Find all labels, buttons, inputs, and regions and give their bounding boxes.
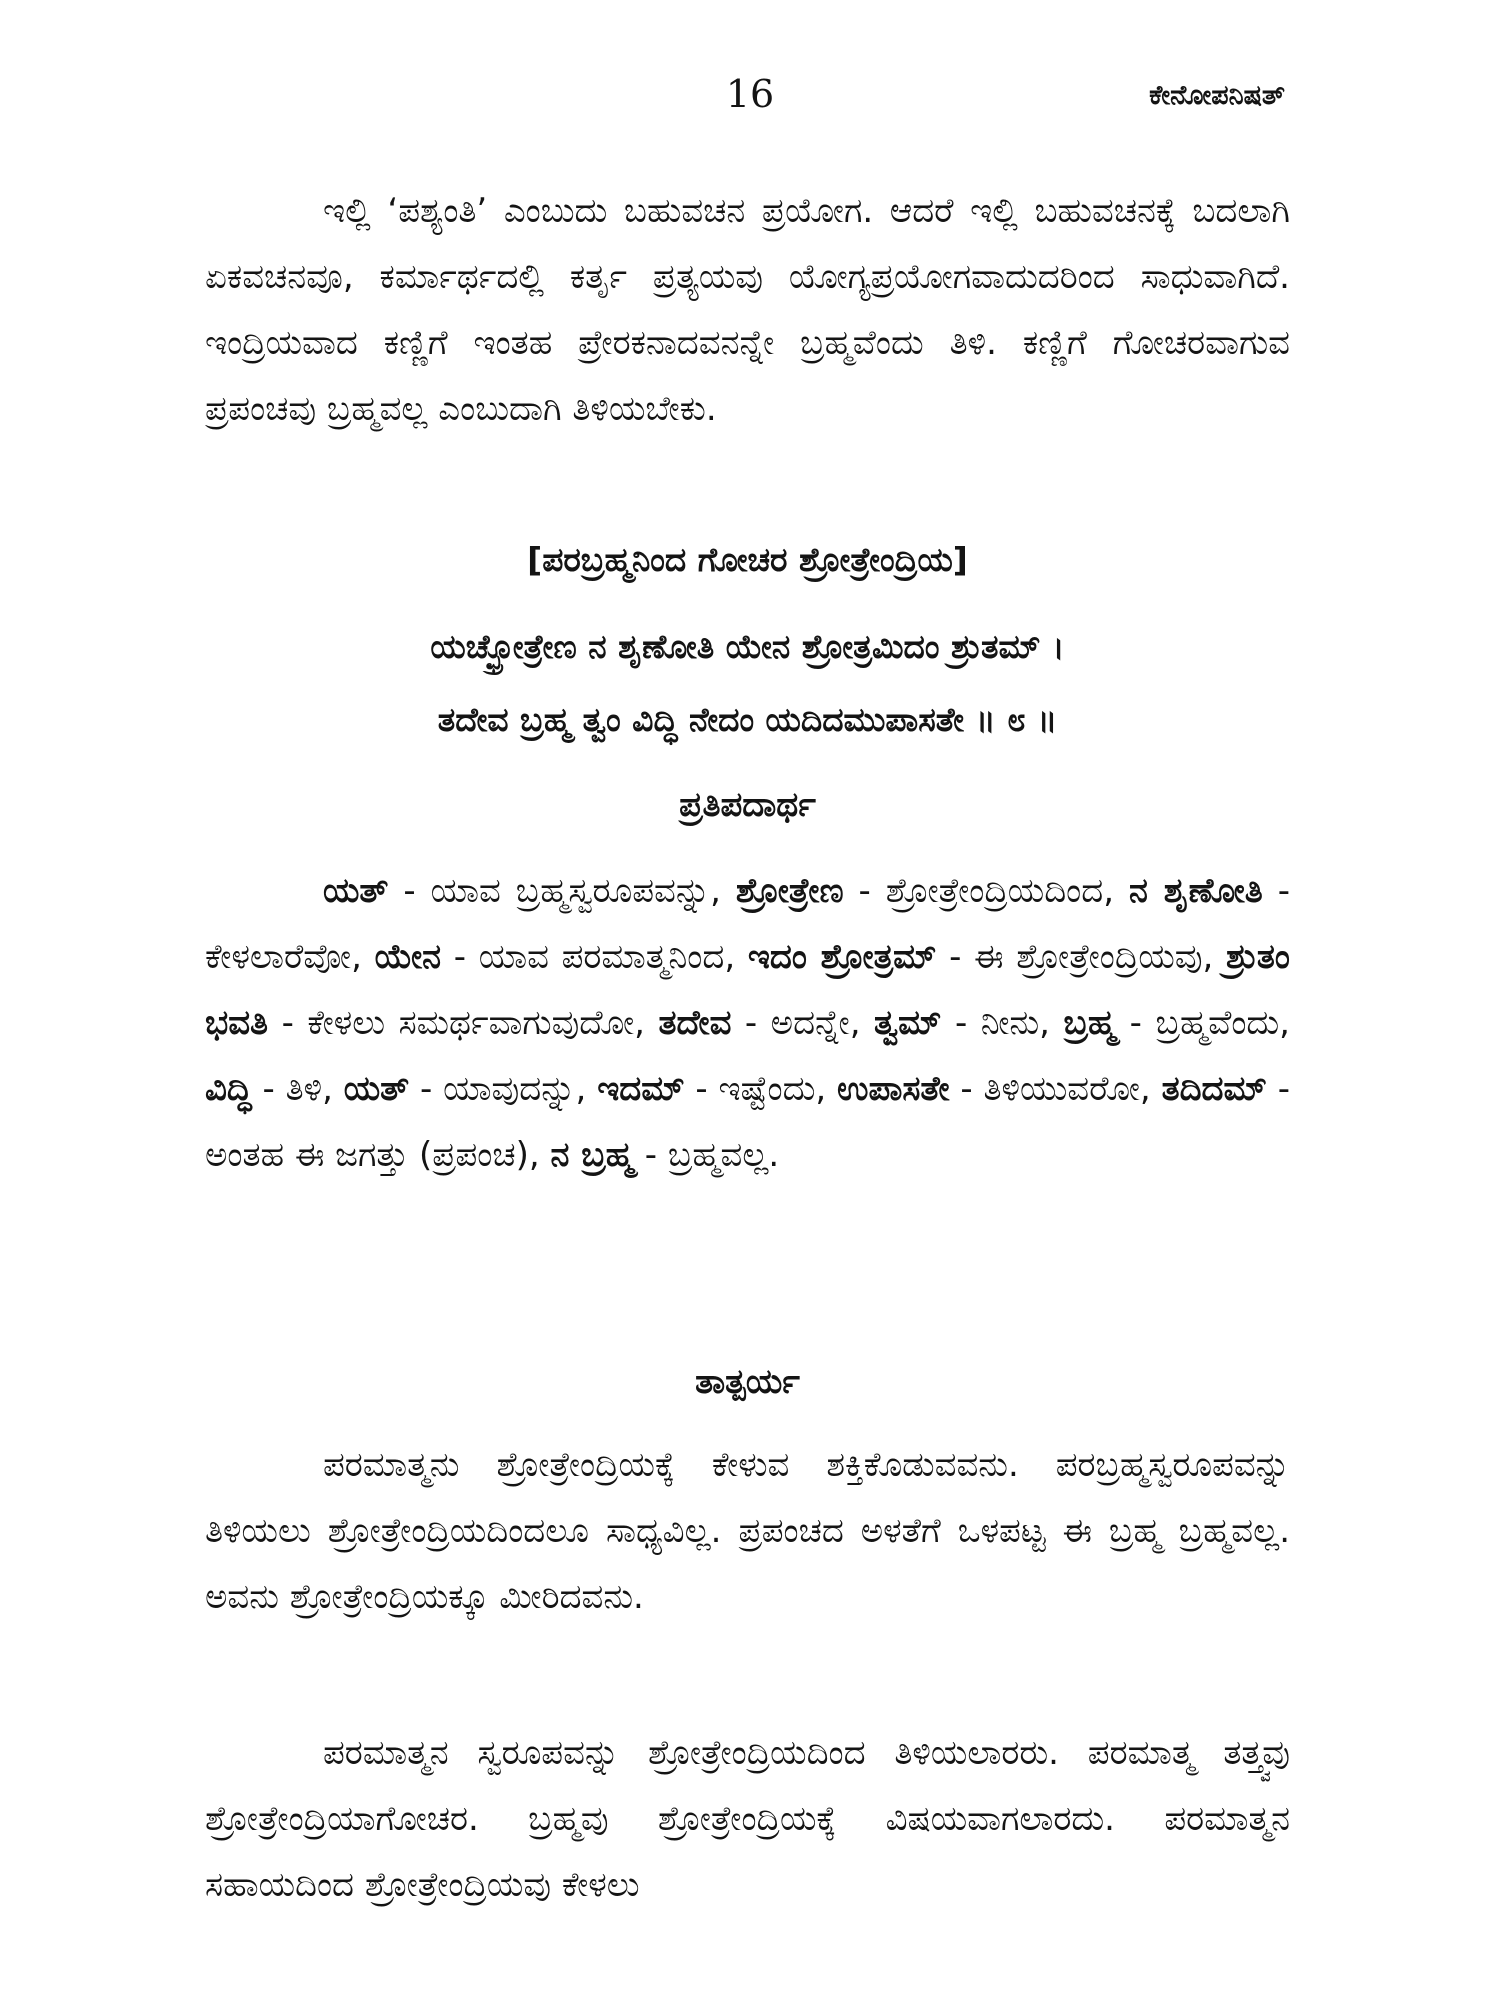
word-meaning-heading: ಪ್ರತಿಪದಾರ್ಥ bbox=[679, 785, 816, 825]
running-title: ಕೇನೋಪನಿಷತ್ bbox=[1149, 80, 1285, 111]
term: ಇದಂ ಶ್ರೋತ್ರಮ್ bbox=[747, 937, 937, 977]
meaning: ಇಷ್ಟೆಂದು, bbox=[718, 1069, 827, 1109]
purport-heading: ತಾತ್ಪರ್ಯ bbox=[695, 1362, 800, 1402]
term: ಶ್ರೋತ್ರೇಣ bbox=[735, 871, 844, 911]
purport-paragraph-1: ಪರಮಾತ್ಮನು ಶ್ರೋತ್ರೇಂದ್ರಿಯಕ್ಕೆ ಕೇಳುವ ಶಕ್ತಿಕೊಡುವವನು. ಪರಬ್ರಹ್ಮಸ್ವರೂಪವನ್ನು ತಿಳಿಯಲು ಶ್ರೋತ್ರೇಂದ್ರಿಯದಿಂದಲೂ ಸಾಧ್ಯವಿಲ್ಲ. ಪ್ರಪಂಚದ ಅಳತೆಗೆ ಒಳಪಟ್ಟ ಈ ಬ್ರಹ್ಮ ಬ್ರಹ್ಮವಲ್ಲ. ಅವನು ಶ್ರೋತ್ರೇಂದ್ರಿಯಕ್ಕೂ ಮೀರಿದವನು. bbox=[205, 1445, 1290, 1617]
meaning: ಕೇಳಲು ಸಮರ್ಥವಾಗುವುದೋ, bbox=[307, 1003, 645, 1043]
meaning: ಅದನ್ನೇ, bbox=[770, 1003, 861, 1043]
meaning: ಕೇಳಲಾರೆವೋ, bbox=[205, 937, 362, 977]
verse-line-1: ಯಚ್ಛ್ರೋತ್ರೇಣ ನ ಶೃಣೋತಿ ಯೇನ ಶ್ರೋತ್ರಮಿದಂ ಶ್ರುತಮ್ । bbox=[430, 627, 1065, 666]
meaning: ಬ್ರಹ್ಮವೆಂದು, bbox=[1155, 1003, 1290, 1043]
meaning: ಯಾವುದನ್ನು, bbox=[443, 1069, 587, 1109]
term: ತ್ವಮ್ bbox=[874, 1003, 942, 1043]
meaning: ಯಾವ ಪರಮಾತ್ಮನಿಂದ, bbox=[478, 937, 736, 977]
term: ನ ಬ್ರಹ್ಮ bbox=[550, 1135, 634, 1175]
term: ಇದಮ್ bbox=[597, 1069, 685, 1109]
page-number: 16 bbox=[725, 72, 775, 116]
term: ಬ್ರಹ್ಮ bbox=[1063, 1003, 1117, 1043]
purport-paragraph-2: ಪರಮಾತ್ಮನ ಸ್ವರೂಪವನ್ನು ಶ್ರೋತ್ರೇಂದ್ರಿಯದಿಂದ ತಿಳಿಯಲಾರರು. ಪರಮಾತ್ಮ ತತ್ತ್ವವು ಶ್ರೋತ್ರೇಂದ್ರಿಯಾಗೋಚರ. ಬ್ರಹ್ಮವು ಶ್ರೋತ್ರೇಂದ್ರಿಯಕ್ಕೆ ವಿಷಯವಾಗಲಾರದು. ಪರಮಾತ್ಮನ ಸಹಾಯದಿಂದ ಶ್ರೋತ್ರೇಂದ್ರಿಯವು ಕೇಳಲು bbox=[205, 1733, 1290, 1905]
meaning: ಅಂತಹ ಈ ಜಗತ್ತು (ಪ್ರಪಂಚ), bbox=[205, 1135, 540, 1175]
meaning: ನೀನು, bbox=[980, 1003, 1050, 1043]
intro-paragraph: ಇಲ್ಲಿ ‘ಪಶ್ಯಂತಿ’ ಎಂಬುದು ಬಹುವಚನ ಪ್ರಯೋಗ. ಆದರೆ ಇಲ್ಲಿ ಬಹುವಚನಕ್ಕೆ ಬದಲಾಗಿ ಏಕವಚನವೂ, ಕರ್ಮಾರ್ಥದಲ್ಲಿ ಕರ್ತೃ ಪ್ರತ್ಯಯವು ಯೋಗ್ಯಪ್ರಯೋಗವಾದುದರಿಂದ ಸಾಧುವಾಗಿದೆ. ಇಂದ್ರಿಯವಾದ ಕಣ್ಣಿಗೆ ಇಂತಹ ಪ್ರೇರಕನಾದವನನ್ನೇ ಬ್ರಹ್ಮವೆಂದು ತಿಳಿ. ಕಣ್ಣಿಗೆ ಗೋಚರವಾಗುವ ಪ್ರಪಂಚವು ಬ್ರಹ್ಮವಲ್ಲ ಎಂಬುದಾಗಿ ತಿಳಿಯಬೇಕು. bbox=[205, 191, 1290, 429]
meaning: ಈ ಶ್ರೋತ್ರೇಂದ್ರಿಯವು, bbox=[974, 937, 1214, 977]
meaning: ಶ್ರೋತ್ರೇಂದ್ರಿಯದಿಂದ, bbox=[885, 871, 1115, 911]
term: ಯೇನ bbox=[374, 937, 442, 977]
term: ಉಪಾಸತೇ bbox=[837, 1069, 950, 1109]
meaning: ತಿಳಿ, bbox=[285, 1069, 333, 1109]
meaning: ಬ್ರಹ್ಮವಲ್ಲ. bbox=[667, 1135, 780, 1175]
term: ತದೇವ bbox=[658, 1003, 732, 1043]
term: ಶ್ರುತಂ ಭವತಿ bbox=[205, 937, 1290, 1043]
term: ವಿದ್ಧಿ bbox=[205, 1069, 252, 1109]
section-heading: [ಪರಬ್ರಹ್ಮನಿಂದ ಗೋಚರ ಶ್ರೋತ್ರೇಂದ್ರಿಯ] bbox=[527, 540, 968, 579]
term: ತದಿದಮ್ bbox=[1161, 1069, 1267, 1109]
verse-line-2: ತದೇವ ಬ್ರಹ್ಮ ತ್ವಂ ವಿದ್ಧಿ ನೇದಂ ಯದಿದಮುಪಾಸತೇ ॥ ೮ ॥ bbox=[437, 700, 1058, 739]
term: ಯತ್ bbox=[323, 871, 389, 911]
term: ನ ಶೃಣೋತಿ bbox=[1128, 871, 1263, 911]
term: ಯತ್ bbox=[343, 1069, 410, 1109]
meaning: ತಿಳಿಯುವರೋ, bbox=[983, 1069, 1151, 1109]
meaning: ಯಾವ ಬ್ರಹ್ಮಸ್ವರೂಪವನ್ನು, bbox=[430, 871, 721, 911]
word-meaning-paragraph: ಯತ್ - ಯಾವ ಬ್ರಹ್ಮಸ್ವರೂಪವನ್ನು, ಶ್ರೋತ್ರೇಣ - ಶ್ರೋತ್ರೇಂದ್ರಿಯದಿಂದ, ನ ಶೃಣೋತಿ - ಕೇಳಲಾರೆವೋ, ಯೇನ - ಯಾವ ಪರಮಾತ್ಮನಿಂದ, ಇದಂ ಶ್ರೋತ್ರಮ್ - ಈ ಶ್ರೋತ್ರೇಂದ್ರಿಯವು, ಶ್ರುತಂ ಭವತಿ - ಕೇಳಲು ಸಮರ್ಥವಾಗುವುದೋ, ತದೇವ - ಅದನ್ನೇ, ತ್ವಮ್ - ನೀನು, ಬ್ರಹ್ಮ - ಬ್ರಹ್ಮವೆಂದು, ವಿದ್ಧಿ - ತಿಳಿ, ಯತ್ - ಯಾವುದನ್ನು, ಇದಮ್ - ಇಷ್ಟೆಂದು, ಉಪಾಸತೇ - ತಿಳಿಯುವರೋ, ತದಿದಮ್ - ಅಂತಹ ಈ ಜಗತ್ತು (ಪ್ರಪಂಚ), ನ ಬ್ರಹ್ಮ - ಬ್ರಹ್ಮವಲ್ಲ. bbox=[205, 871, 1291, 1175]
